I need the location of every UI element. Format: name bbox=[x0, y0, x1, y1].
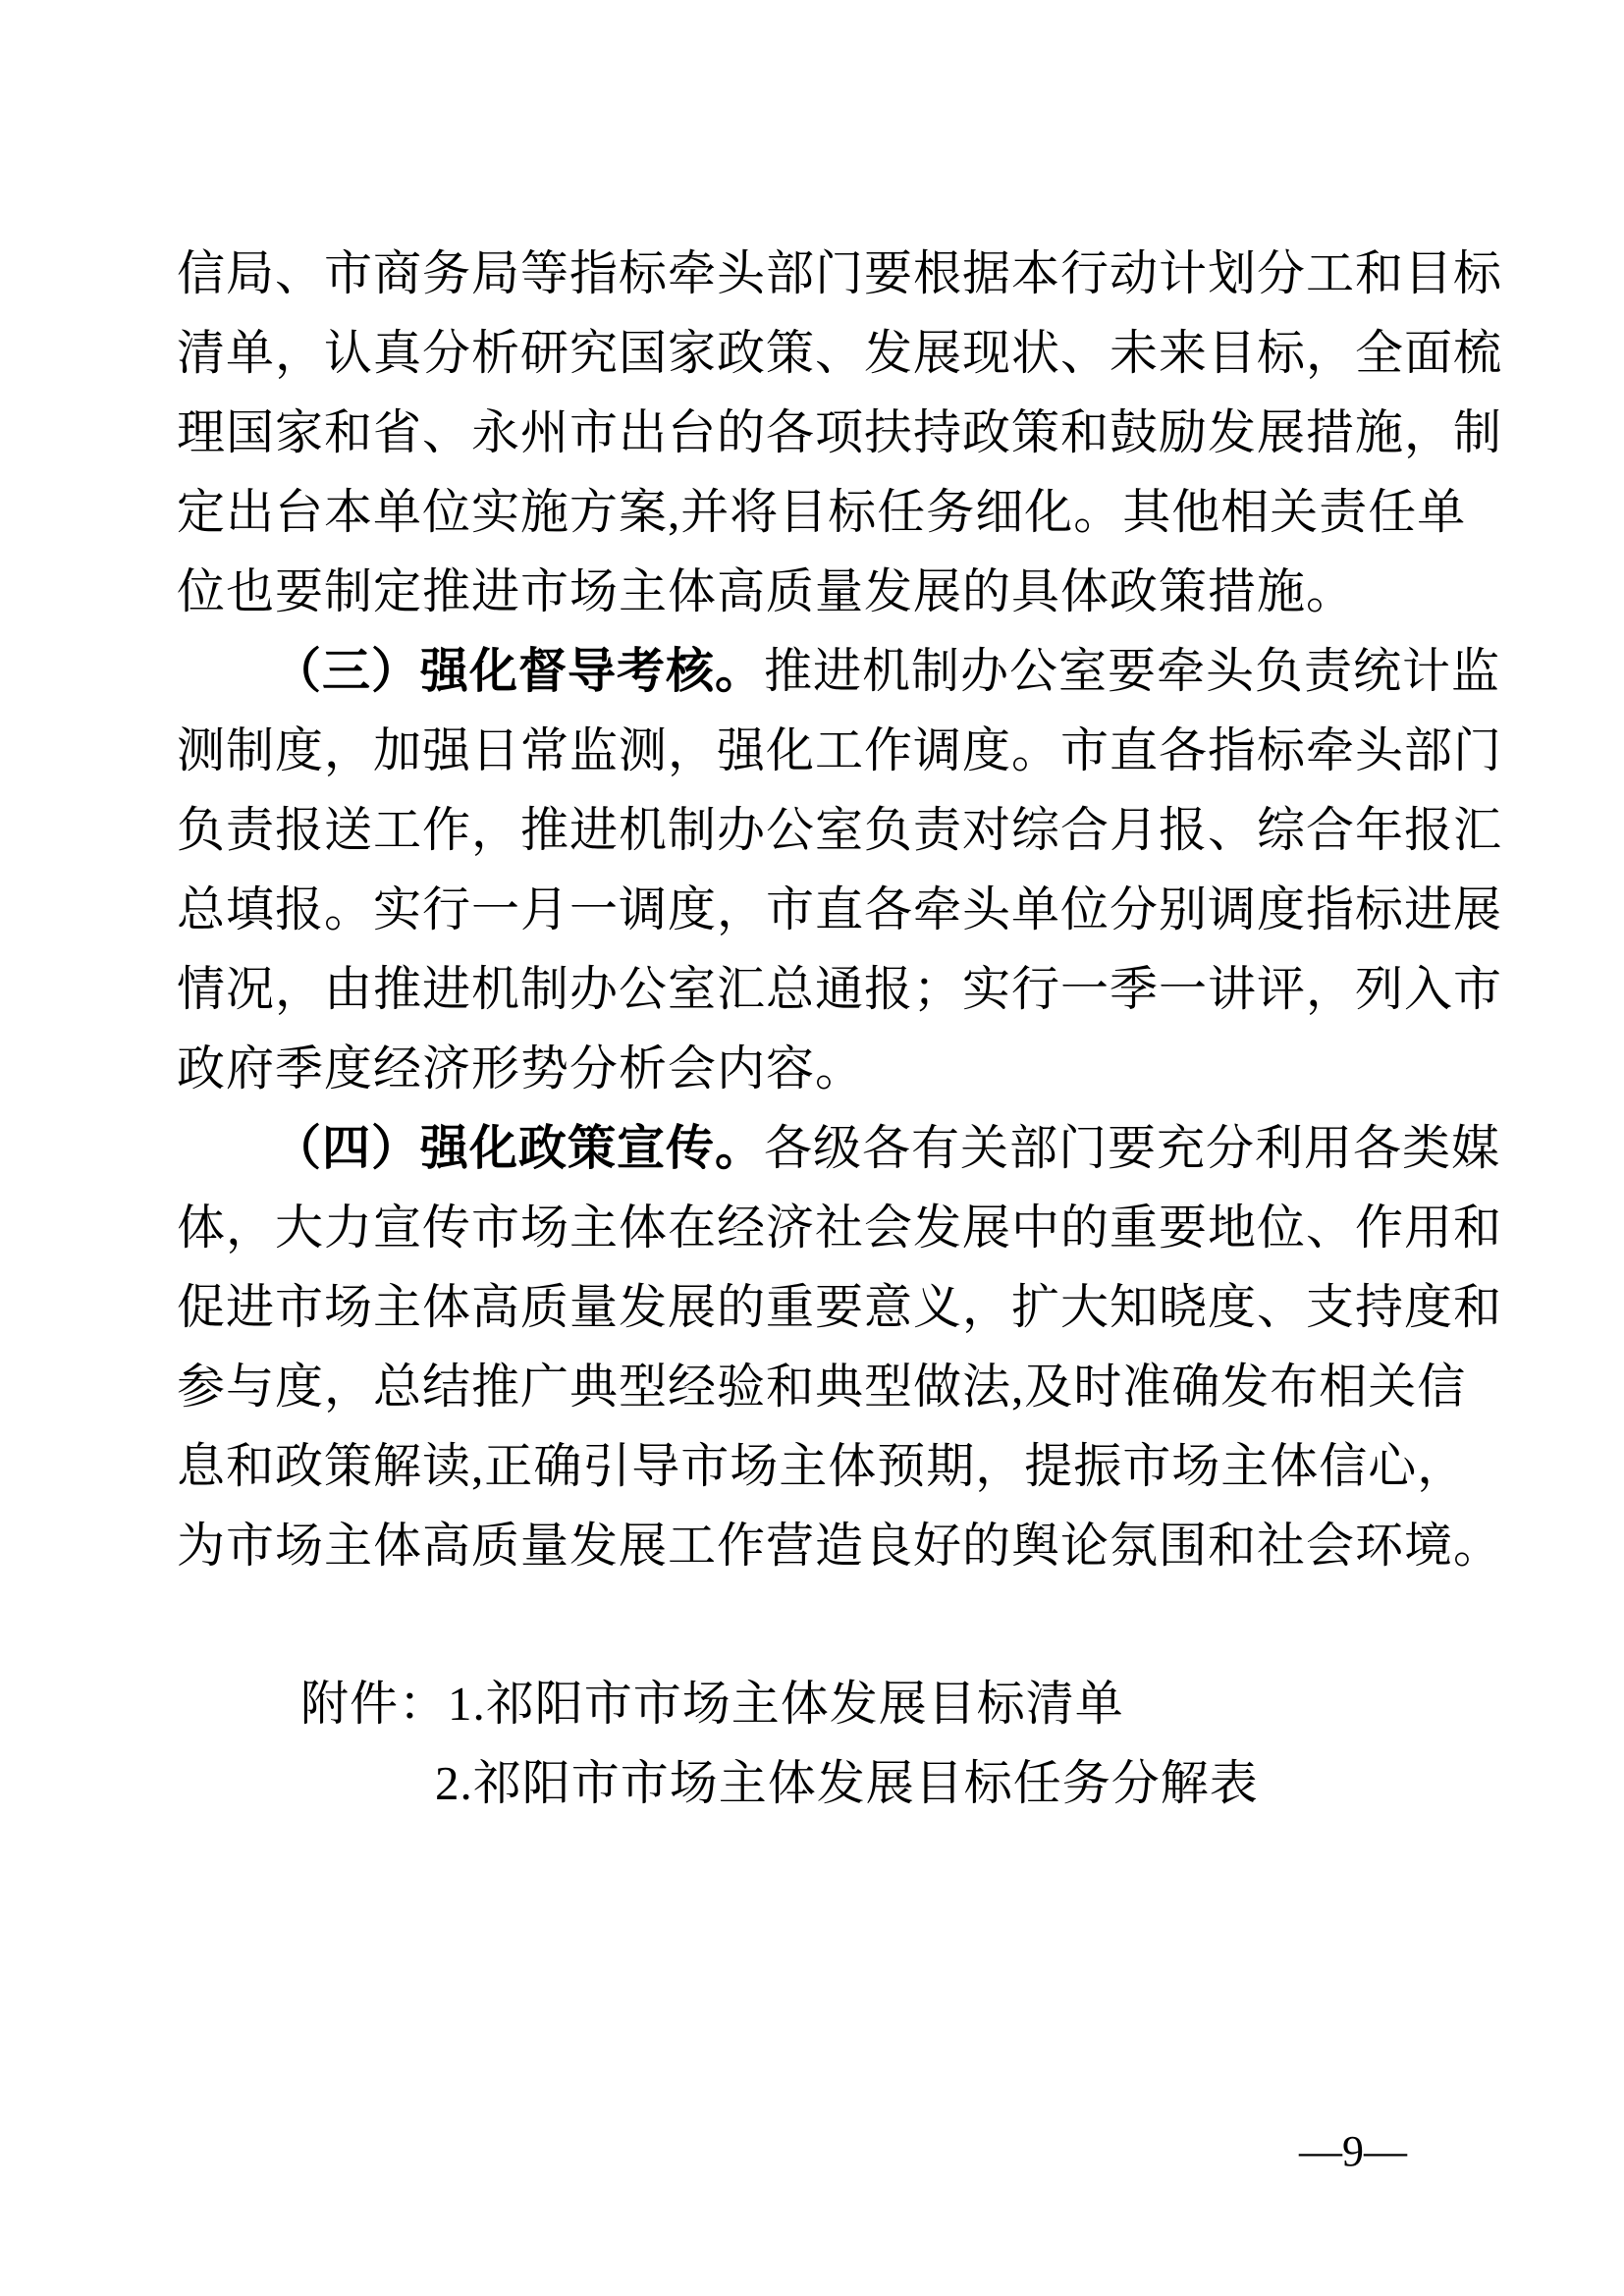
subsection-heading-3: （三）强化督导考核。 bbox=[273, 644, 765, 698]
attachment-item bbox=[177, 1664, 1488, 1743]
text-line: 理国家和省、永州市出台的各项扶持政策和鼓励发展措施，制 bbox=[177, 405, 1503, 459]
text-line: 息和政策解读,正确引导市场主体预期，提振市场主体信心， bbox=[177, 1439, 1467, 1493]
body-text bbox=[177, 234, 1503, 1823]
text-line bbox=[177, 1108, 1501, 1188]
text-line: 情况，由推进机制办公室汇总通报；实行一季一讲评，列入市 bbox=[177, 962, 1503, 1016]
attachment-item-1: 1.祁阳市市场主体发展目标清单 bbox=[448, 1677, 1124, 1731]
text-line: 清单，认真分析研究国家政策、发展现状、未来目标，全面梳 bbox=[177, 326, 1503, 380]
paragraph-end-line: 为市场主体高质量发展工作营造良好的舆论氛围和社会环境。 bbox=[177, 1519, 1503, 1573]
text-run: 推进机制办公室要牵头负责统计监 bbox=[764, 644, 1501, 698]
text-line: 促进市场主体高质量发展的重要意义，扩大知晓度、支持度和 bbox=[177, 1280, 1503, 1334]
attachment-list bbox=[177, 1664, 1488, 1823]
text-line: 定出台本单位实施方案,并将目标任务细化。其他相关责任单 bbox=[177, 485, 1467, 539]
attachment-label: 附件： bbox=[300, 1677, 449, 1731]
attachment-item-2: 2.祁阳市市场主体发展目标任务分解表 bbox=[435, 1756, 1259, 1810]
text-line: 测制度，加强日常监测，强化工作调度。市直各指标牵头部门 bbox=[177, 723, 1503, 777]
paragraph-end-line: 政府季度经济形势分析会内容。 bbox=[177, 1041, 865, 1095]
text-line: 参与度，总结推广典型经验和典型做法,及时准确发布相关信 bbox=[177, 1360, 1467, 1414]
text-line: 负责报送工作，推进机制办公室负责对综合月报、综合年报汇 bbox=[177, 803, 1503, 857]
text-line bbox=[177, 631, 1501, 711]
text-line: 总填报。实行一月一调度，市直各牵头单位分别调度指标进展 bbox=[177, 882, 1503, 936]
subsection-heading-4: （四）强化政策宣传。 bbox=[273, 1121, 765, 1175]
text-line: 体，大力宣传市场主体在经济社会发展中的重要地位、作用和 bbox=[177, 1201, 1503, 1255]
text-line: 信局、市商务局等指标牵头部门要根据本行动计划分工和目标 bbox=[177, 246, 1503, 300]
text-run: 各级各有关部门要充分利用各类媒 bbox=[764, 1121, 1501, 1175]
paragraph-end-line: 位也要制定推进市场主体高质量发展的具体政策措施。 bbox=[177, 564, 1356, 618]
page-number: —9— bbox=[1299, 2127, 1407, 2175]
